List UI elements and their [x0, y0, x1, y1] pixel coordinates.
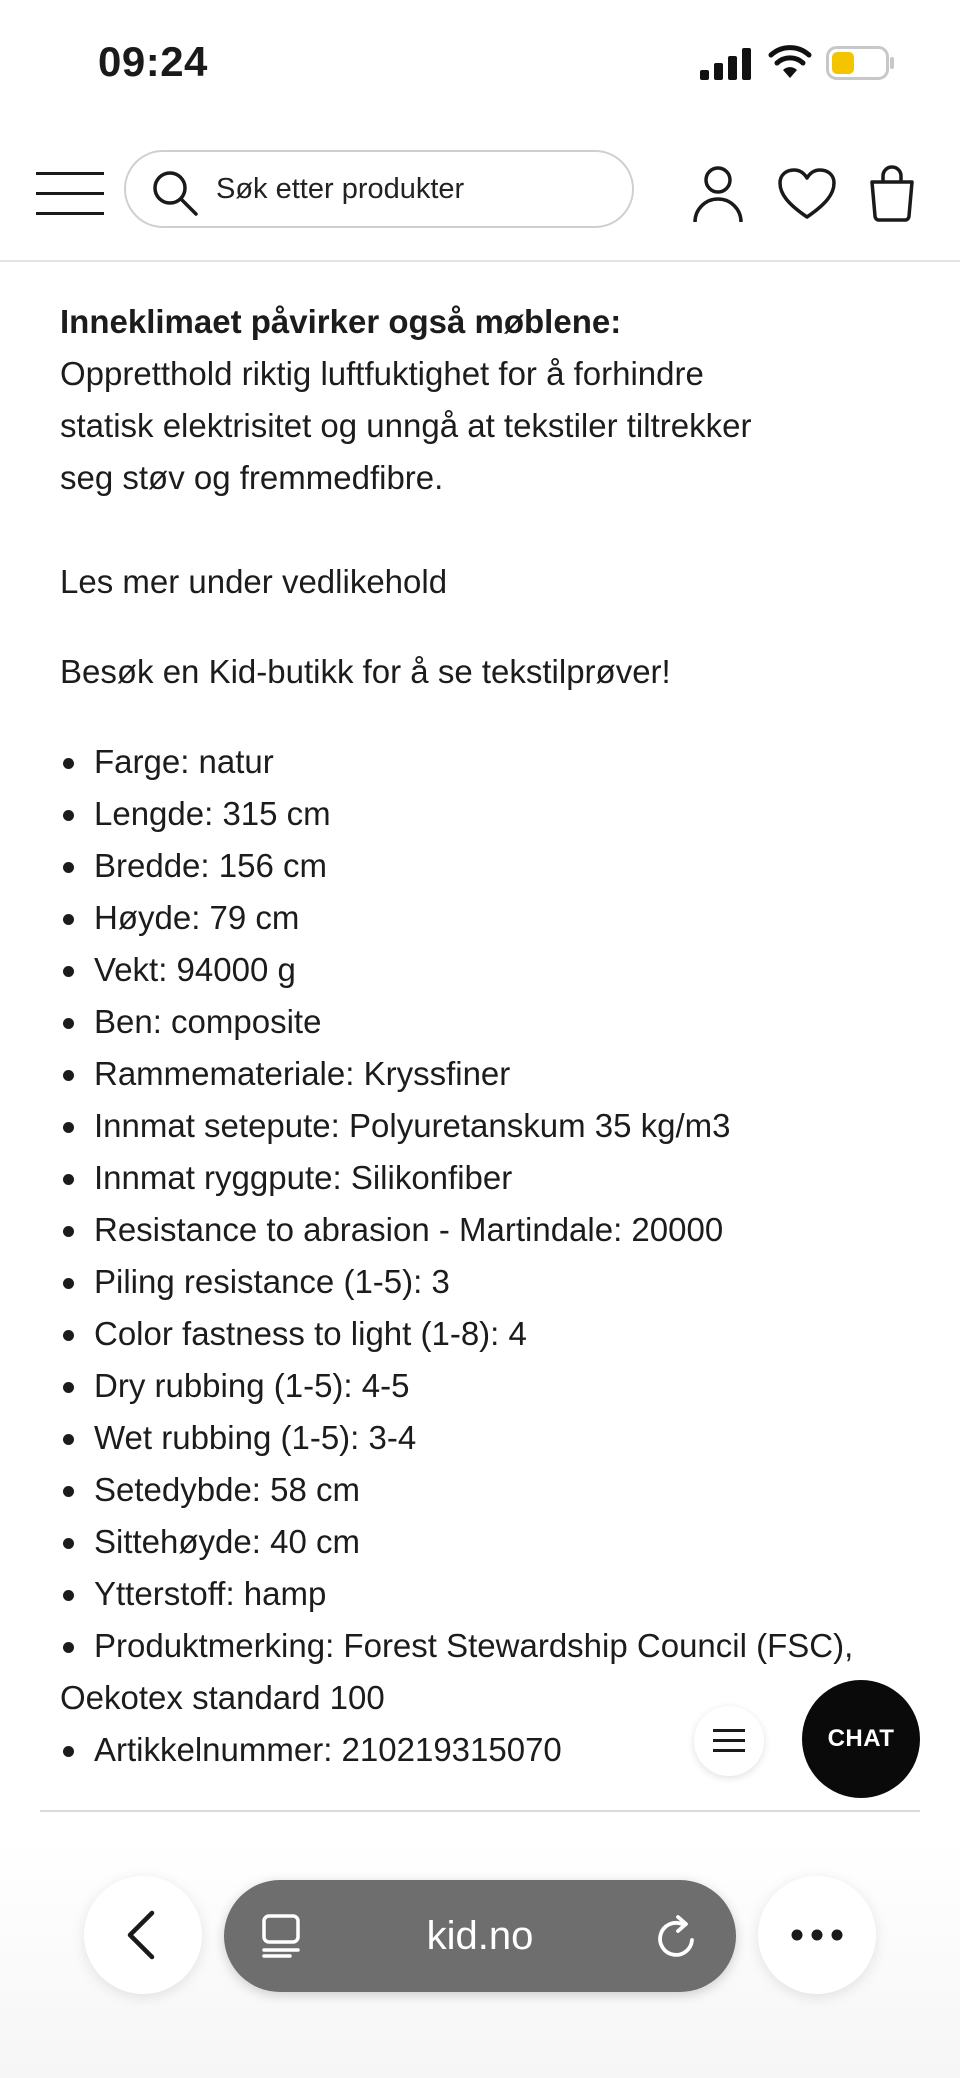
address-bar[interactable] [224, 1880, 736, 1992]
floating-menu-button[interactable] [694, 1706, 764, 1776]
content-divider [40, 1810, 920, 1812]
back-icon [124, 1910, 158, 1960]
menu-icon[interactable] [36, 168, 106, 220]
wifi-icon [768, 44, 812, 80]
site-header [0, 128, 960, 262]
climate-text-line: Oppretthold riktig luftfuktighet for å forhindre [60, 355, 704, 392]
spec-item: Color fastness to light (1-8): 4 [60, 1308, 920, 1360]
spec-item: Resistance to abrasion - Martindale: 20000 [60, 1204, 920, 1256]
list-icon [713, 1726, 745, 1756]
spec-item: Vekt: 94000 g [60, 944, 920, 996]
spec-item: Produktmerking: Forest Stewardship Council (FSC), Oekotex standard 100 [60, 1620, 920, 1724]
url-text: kid.no [426, 1914, 534, 1958]
browser-toolbar [0, 1840, 960, 2078]
spec-item: Ben: composite [60, 996, 920, 1048]
search-icon[interactable] [150, 168, 200, 218]
spec-item: Dry rubbing (1-5): 4-5 [60, 1360, 920, 1412]
climate-text-line: statisk elektrisitet og unngå at tekstiler tiltrekker [60, 407, 752, 444]
spec-item: Høyde: 79 cm [60, 892, 920, 944]
spec-list [60, 736, 920, 1776]
spec-item: Sittehøyde: 40 cm [60, 1516, 920, 1568]
climate-text-line: seg støv og fremmedfibre. [60, 459, 444, 496]
more-icon [790, 1928, 844, 1942]
status-time: 09:24 [98, 38, 208, 85]
spec-item: Setedybde: 58 cm [60, 1464, 920, 1516]
product-description [60, 296, 920, 1776]
user-icon[interactable] [692, 164, 744, 224]
maintenance-text: Les mer under vedlikehold [60, 563, 448, 600]
chat-button[interactable] [802, 1680, 920, 1798]
back-button[interactable] [84, 1876, 202, 1994]
climate-heading: Inneklimaet påvirker også møblene: [60, 303, 622, 340]
spec-item: Wet rubbing (1-5): 3-4 [60, 1412, 920, 1464]
spec-item: Innmat ryggpute: Silikonfiber [60, 1152, 920, 1204]
status-bar [0, 0, 960, 128]
spec-item: Ytterstoff: hamp [60, 1568, 920, 1620]
reload-icon[interactable] [656, 1914, 700, 1960]
spec-item: Rammemateriale: Kryssfiner [60, 1048, 920, 1100]
spec-item: Innmat setepute: Polyuretanskum 35 kg/m3 [60, 1100, 920, 1152]
spec-item: Farge: natur [60, 736, 920, 788]
spec-item: Lengde: 315 cm [60, 788, 920, 840]
signal-icon [700, 48, 752, 80]
spec-item: Bredde: 156 cm [60, 840, 920, 892]
bag-icon[interactable] [868, 164, 916, 222]
search-input[interactable] [216, 152, 616, 226]
more-button[interactable] [758, 1876, 876, 1994]
spec-item: Piling resistance (1-5): 3 [60, 1256, 920, 1308]
visit-store-text: Besøk en Kid-butikk for å se tekstilprøver! [60, 653, 671, 690]
heart-icon[interactable] [778, 168, 836, 220]
battery-icon [826, 46, 896, 80]
spec-item: Artikkelnummer: 210219315070 [60, 1724, 920, 1776]
search-box[interactable] [124, 150, 634, 228]
chat-label: CHAT [827, 1725, 895, 1752]
